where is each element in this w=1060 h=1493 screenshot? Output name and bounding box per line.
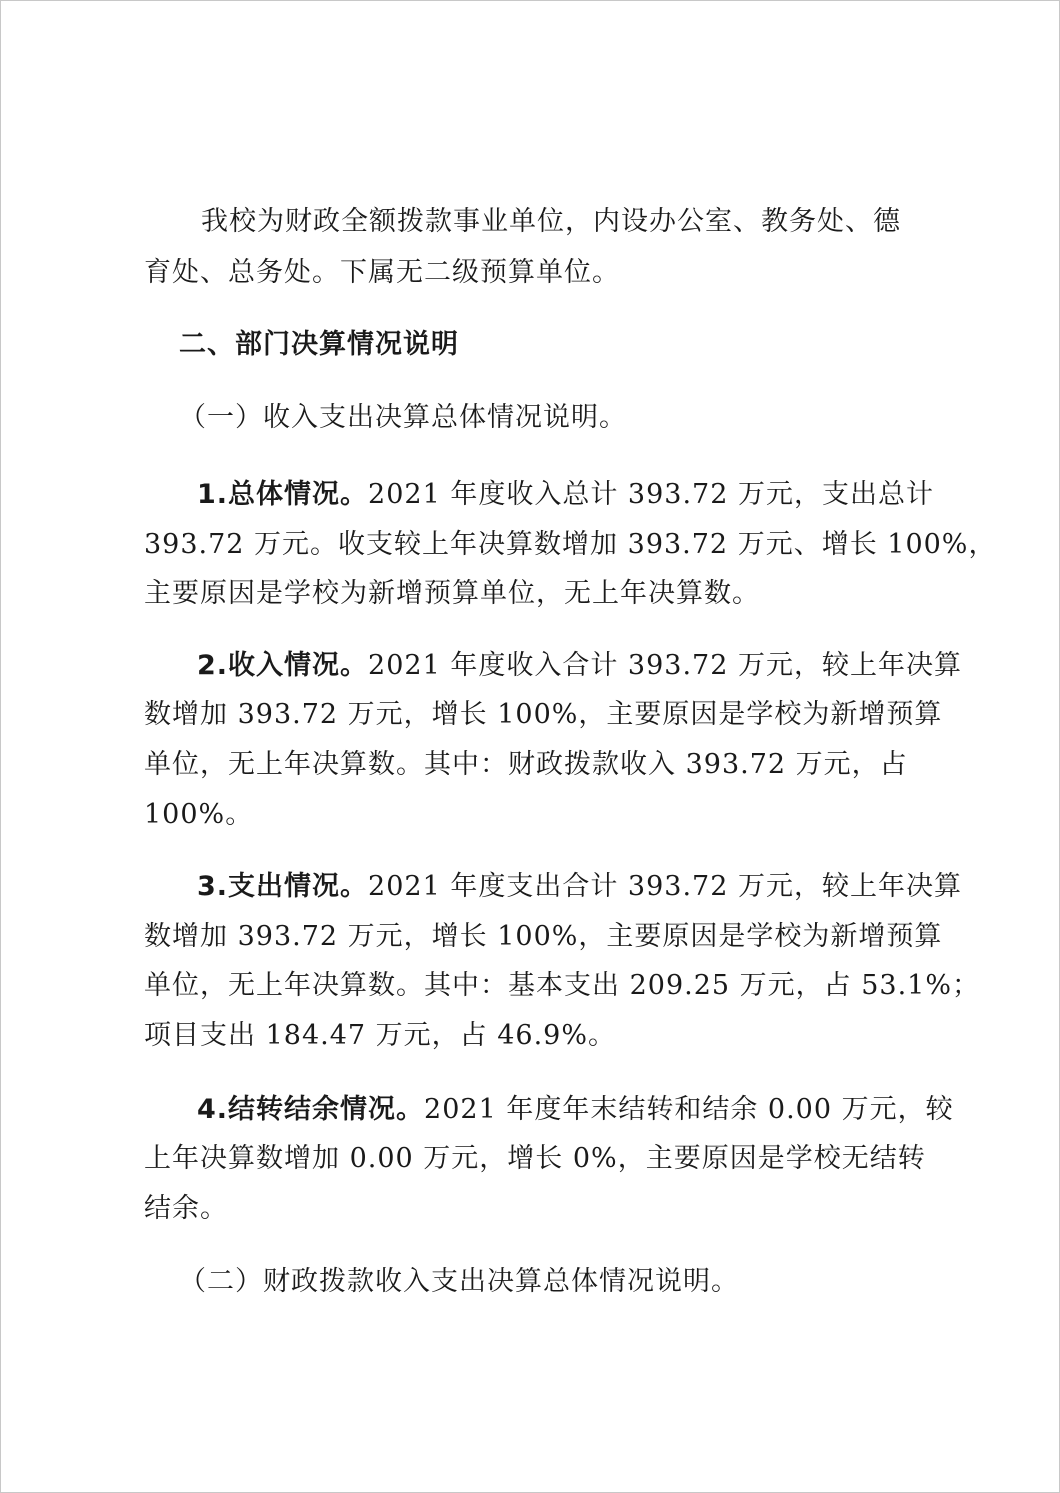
item3-text-3: 单位，无上年决算数。其中：基本支出 209.25 万元，占 53.1%； (144, 970, 980, 1001)
subsection-heading-1 (179, 401, 779, 435)
subsection-heading-1-text: （一）收入支出决算总体情况说明。 (179, 402, 627, 433)
item2-text-1: 2021 年度收入合计 393.72 万元，较上年决算 (368, 650, 962, 681)
item3-lead: 3.支出情况。 (197, 871, 369, 902)
item2-text-3: 单位，无上年决算数。其中：财政拨款收入 393.72 万元，占 (144, 749, 908, 780)
item3-text-4: 项目支出 184.47 万元，占 46.9%。 (144, 1020, 616, 1051)
item3-text-2: 数增加 393.72 万元，增长 100%，主要原因是学校为新增预算 (144, 921, 943, 952)
item1-lead: 1.总体情况。 (197, 479, 369, 510)
item1-text-1: 2021 年度收入总计 393.72 万元，支出总计 (368, 479, 934, 510)
item4-text-1: 2021 年度年末结转和结余 0.00 万元，较 (424, 1094, 954, 1125)
item2-line-1 (197, 649, 962, 683)
item1-line-3 (144, 577, 944, 611)
intro-paragraph-line-1 (201, 205, 901, 239)
item3-line-4 (144, 1019, 844, 1053)
section-heading-text: 二、部门决算情况说明 (179, 329, 459, 360)
subsection-heading-2-text: （二）财政拨款收入支出决算总体情况说明。 (179, 1266, 739, 1297)
intro-text-1: 我校为财政全额拨款事业单位，内设办公室、教务处、德 (201, 206, 901, 237)
item1-text-3: 主要原因是学校为新增预算单位，无上年决算数。 (144, 578, 760, 609)
intro-paragraph-line-2 (144, 256, 844, 290)
intro-text-2: 育处、总务处。下属无二级预算单位。 (144, 257, 620, 288)
item4-text-2: 上年决算数增加 0.00 万元，增长 0%，主要原因是学校无结转 (144, 1143, 926, 1174)
item1-line-2 (144, 528, 997, 562)
item2-text-2: 数增加 393.72 万元，增长 100%，主要原因是学校为新增预算 (144, 699, 943, 730)
item2-lead: 2.收入情况。 (197, 650, 369, 681)
subsection-heading-2 (179, 1265, 879, 1299)
item2-text-4: 100%。 (144, 799, 254, 830)
item2-line-4 (144, 798, 544, 832)
item3-line-1 (197, 870, 962, 904)
item1-text-2: 393.72 万元。收支较上年决算数增加 393.72 万元、增长 100%， (144, 529, 997, 560)
item4-text-3: 结余。 (144, 1193, 228, 1224)
item3-text-1: 2021 年度支出合计 393.72 万元，较上年决算 (368, 871, 962, 902)
item4-line-2 (144, 1142, 944, 1176)
section-heading (179, 328, 679, 362)
item2-line-2 (144, 698, 944, 732)
item3-line-2 (144, 920, 944, 954)
item4-line-3 (144, 1192, 444, 1226)
item4-line-1 (197, 1093, 954, 1127)
item3-line-3 (144, 969, 980, 1003)
item4-lead: 4.结转结余情况。 (197, 1094, 425, 1125)
item1-line-1 (197, 478, 934, 512)
item2-line-3 (144, 748, 944, 782)
